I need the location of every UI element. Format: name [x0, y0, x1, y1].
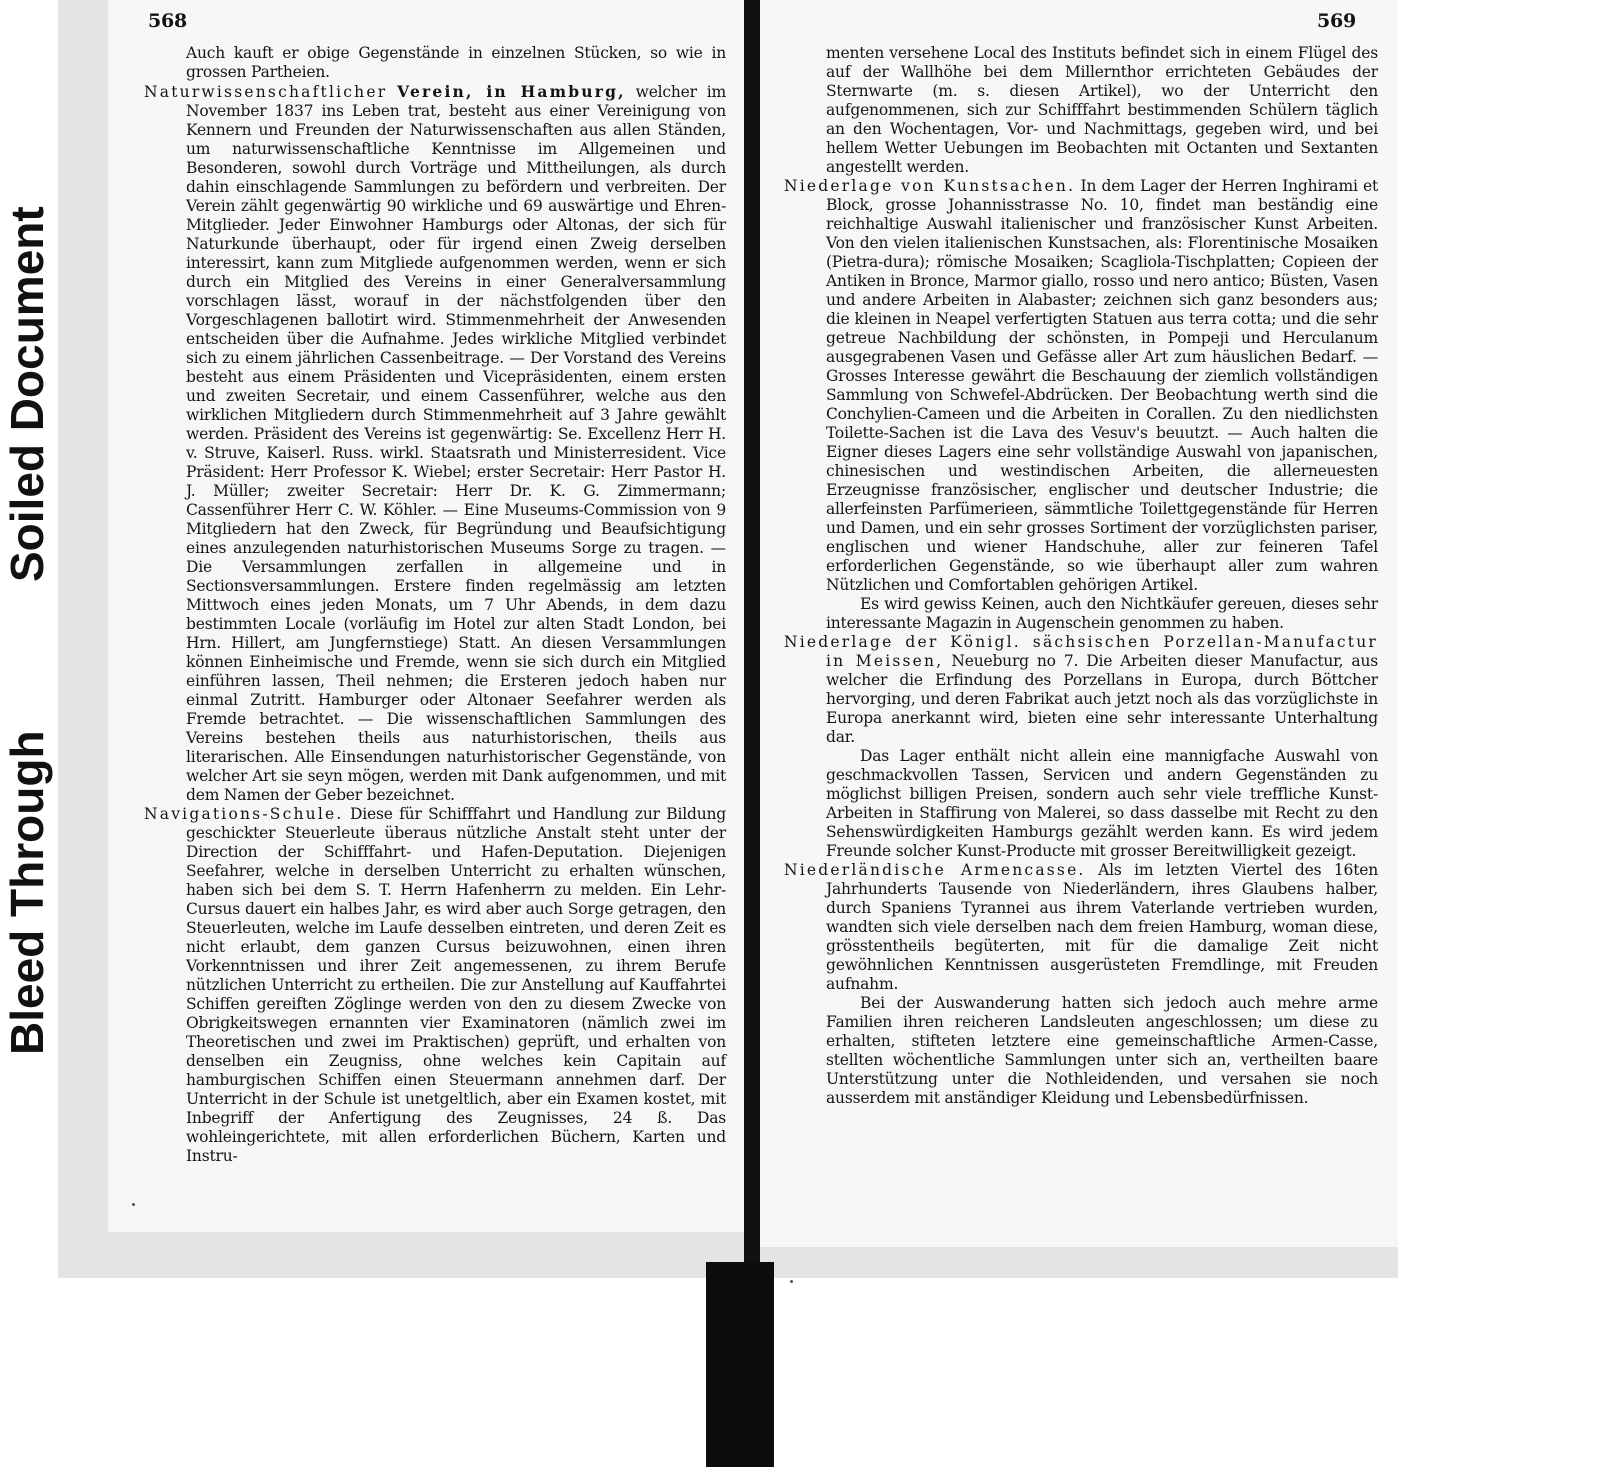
left-intro-paragraph: Auch kauft er obige Gegenstände in einzelnen Stücken, so wie in grossen Partheien. [186, 44, 726, 81]
book-gutter [744, 0, 760, 1262]
entry-paragraph: Es wird gewiss Keinen, auch den Nichtkäufer gereuen, dieses sehr interessante Magazin in Augenschein genommen zu haben. [826, 595, 1378, 632]
entry-heading: Navigations-Schule. [144, 805, 344, 823]
entry-text: welcher im November 1837 ins Leben trat, besteht aus einer Vereinigung von Kennern und Freunden der Naturwissenschaften aus allen Ständen, um naturwissenschaftliche Kenntnisse im Allgemeinen und Besonderen, sowohl durch Vorträge und Mittheilungen, als durch dahin einschlagende Sammlungen zu befördern und verbreiten. Der Verein zählt gegenwärtig 90 wirkliche und 69 auswärtige und Ehren-Mitglieder. Jeder Einwohner Hamburgs oder Altonas, der sich für Naturkunde überhaupt, oder für irgend einen Zweig derselben interessirt, kann zum Mitgliede aufgenommen werden, wenn er sich durch ein Mitglied des Vereins in einer Generalversammlung vorschlagen lässt, worauf in der nächstfolgenden über den Vorgeschlagenen ballotirt wird. Stimmenmehrheit der Anwesenden entscheiden über die Aufnahme. Jedes wirkliche Mitglied verbindet sich zu einem jährlichen Cassenbeitrage. — Der Vorstand des Vereins besteht aus einem Präsidenten und Vicepräsidenten, einem ersten und zweiten Secretair, und einem Cassenführer, welche aus den wirklichen Mitgliedern durch Stimmenmehrheit auf 3 Jahre gewählt werden. Präsident des Vereins ist gegenwärtig: Se. Excellenz Herr H. v. Struve, Kaiserl. Russ. wirkl. Staatsrath und Ministerresident. Vice Präsident: Herr Professor K. Wiebel; erster Secretair: Herr Pastor H. J. Müller; zweiter Secretair: Herr Dr. K. G. Zimmermann; Cassenführer Herr C. W. Köhler. — Eine Museums-Commission von 9 Mitgliedern hat den Zweck, für Begründung und Beaufsichtigung eines anzulegenden naturhistorischen Museums Sorge zu tragen. — Die Versammlungen zerfallen in allgemeine und in Sectionsversammlungen. Erstere finden regelmässig am letzten Mittwoch eines jeden Monats, um 7 Uhr Abends, in dem dazu bestimmten Locale (vorläufig im Hotel zur alten Stadt London, bei Hrn. Hillert, am Jungfernstiege) Statt. An diesen Versammlungen können Einheimische und Fremde, wenn sie sich durch ein Mitglied einführen lassen, Theil nehmen; die Ersteren jedoch haben nur einmal Zutritt. Hamburger oder Altonaer Seefahrer werden als Fremde betrachtet. — Die wissenschaftlichen Sammlungen des Vereins bestehen theils aus naturhistorischen, theils aus literarischen. Alle Einsendungen naturhistorischer Gegenstände, von welcher Art sie seyn mögen, werden mit Dank aufgenommen, und mit dem Namen der Geber bezeichnet. [186, 83, 726, 804]
right-continuation-paragraph: menten versehene Local des Instituts befindet sich in einem Flügel des auf der Wallhöhe bei dem Millernthor errichteten Gebäudes der Sternwarte (m. s. diesen Artikel), wo der Unterricht den aufgenommenen, sich zur Schifffahrt bestimmenden Schülern täglich an den Wochentagen, Vor- und Nachmittags, gegeben wird, und bei hellem Wetter Uebungen im Beobachten mit Octanten und Sextanten angestellt werden. [826, 44, 1378, 176]
entry-text: Neueburg no 7. Die Arbeiten dieser Manufactur, aus welcher die Erfindung des Porzellans in Europa, durch Böttcher hervorging, und deren Fabrikat auch jetzt noch als das vorzüglichste in Europa anerkannt wird, bieten eine sehr interessante Unterhaltung dar. [826, 652, 1378, 746]
entry-navigations-schule [144, 805, 726, 1166]
left-column [144, 44, 726, 1166]
stamp-soiled-document: Soiled Document [1, 206, 53, 582]
binding-tab [706, 1262, 774, 1467]
page-number-right: 569 [1316, 10, 1356, 32]
right-column [784, 44, 1378, 1108]
entry-text: Diese für Schifffahrt und Handlung zur Bildung geschickter Steuerleute überaus nützliche Anstalt steht unter der Direction der Schifffahrt- und Hafen-Deputation. Diejenigen Seefahrer, welche in derselben Unterricht zu erhalten wünschen, haben sich bei dem S. T. Herrn Hafenherrn zu melden. Ein Lehr-Cursus dauert ein halbes Jahr, es wird aber auch Sorge getragen, den Steuerleuten, welche im Laufe desselben eintreten, und deren Zeit es nicht erlaubt, dem ganzen Cursus beizuwohnen, einen ihren Vorkenntnissen und ihrer Zeit angemessenen, zu ihrem Berufe nützlichen Unterricht zu ertheilen. Die zur Anstellung auf Kauffahrtei Schiffen gereiften Zöglinge werden von den zu diesem Zwecke von Obrigkeitswegen ernannten vier Examinatoren (nämlich zwei im Theoretischen und zwei im Praktischen) geprüft, und erhalten von denselben ein Zeugniss, ohne welches kein Capitain auf hamburgischen Schiffen einen Steuermann annehmen darf. Der Unterricht in der Schule ist unetgeltlich, aber ein Examen kostet, mit Inbegriff der Anfertigung des Zeugnisses, 24 ß. Das wohleingerichtete, mit allen erforderlichen Büchern, Karten und Instru- [186, 805, 726, 1165]
right-page [760, 0, 1398, 1247]
margin-stamp [0, 0, 53, 1170]
entry-heading-rest: Verein, in Hamburg, [397, 82, 626, 101]
speck-mark [790, 1280, 793, 1283]
entry-heading: Naturwissenschaftlicher [144, 83, 388, 101]
entry-paragraph: Bei der Auswanderung hatten sich jedoch auch mehre arme Familien ihren reicheren Landsleuten angeschlossen; um diese zu erhalten, stifteten letztere eine gemeinschaftliche Armen-Casse, stellten wöchentliche Sammlungen unter sich an, vertheilten baare Unterstützung unter die Nothleidenden, und versahen sie noch ausserdem mit anständiger Kleidung und Lebensbedürfnissen. [826, 994, 1378, 1107]
stamp-bleed-through: Bleed Through [1, 730, 53, 1055]
entry-niederlage-kunstsachen [784, 177, 1378, 595]
page-number-left: 568 [148, 10, 188, 32]
entry-heading: Niederlage der Königl. sächsischen Porzellan-Manufactur in Meissen, [784, 633, 1378, 670]
entry-heading: Niederlage von Kunstsachen. [784, 177, 1076, 195]
left-page [108, 0, 744, 1232]
entry-niederlaendische-armencasse [784, 861, 1378, 994]
entry-text: In dem Lager der Herren Inghirami et Block, grosse Johannisstrasse No. 10, findet man beständig eine reichhaltige Auswahl italienischer und französischer Kunst Arbeiten. Von den vielen italienischen Kunstsachen, als: Florentinische Mosaiken (Pietra-dura); römische Mosaiken; Scagliola-Tischplatten; Copieen der Antiken in Bronce, Marmor giallo, rosso und nero antico; Büsten, Vasen und andere Arbeiten in Alabaster; zeichnen sich ganz besonders aus; die kleinen in Neapel verfertigten Statuen aus terra cotta; und die sehr getreue Nachbildung der schönsten, in Pompeji und Herculanum ausgegrabenen Vasen und Gefässe aller Art zum häuslichen Bedarf. — Grosses Interesse gewährt die Beschauung der ziemlich vollständigen Sammlung von Schwefel-Abdrücken. Der Beobachtung werth sind die Conchylien-Cameen und die Arbeiten in Corallen. Zu den niedlichsten Toilette-Sachen ist die Lava des Vesuv's beuutzt. — Auch halten die Eigner dieses Lagers eine sehr vollständige Auswahl von japanischen, chinesischen und westindischen Arbeiten, die allerneuesten Erzeugnisse französischer, englischer und deutscher Industrie; die allerfeinsten Parfümerieen, sämmtliche Toilettgegenstände für Herren und Damen, und ein sehr grosses Sortiment der vorzüglichsten pariser, englischen und wiener Handschuhe, aller zur feineren Tafel erforderlichen Gegenstände, so wie überhaupt aller zum wahren Nützlichen und Comfortablen gehörigen Artikel. [826, 177, 1378, 594]
entry-porzellan-manufactur [784, 633, 1378, 747]
entry-paragraph: Das Lager enthält nicht allein eine mannigfache Auswahl von geschmackvollen Tassen, Servicen und andern Gegenständen zu möglichst billigen Preisen, sondern auch sehr viele treffliche Kunst-Arbeiten in Staffirung von Malerei, so dass dasselbe mit Recht zu den Sehenswürdigkeiten Hamburgs gezählt werden kann. Es wird jedem Freunde solcher Kunst-Producte mit grosser Bereitwilligkeit gezeigt. [826, 747, 1378, 860]
entry-naturwissenschaftlicher-verein [144, 82, 726, 805]
speck-mark [132, 1203, 135, 1206]
entry-text: Als im letzten Viertel des 16ten Jahrhunderts Tausende von Niederländern, ihres Glaubens halber, durch Spaniens Tyrannei aus ihrem Vaterlande vertrieben wurden, wandten sich viele derselben nach dem freien Hamburg, woman diese, grösstentheils begüterten, mit für die damalige Zeit nicht gewöhnlichen Kenntnissen ausgerüsteten Fremdlinge, mit Freuden aufnahm. [826, 861, 1378, 993]
entry-heading: Niederländische Armencasse. [784, 861, 1086, 879]
